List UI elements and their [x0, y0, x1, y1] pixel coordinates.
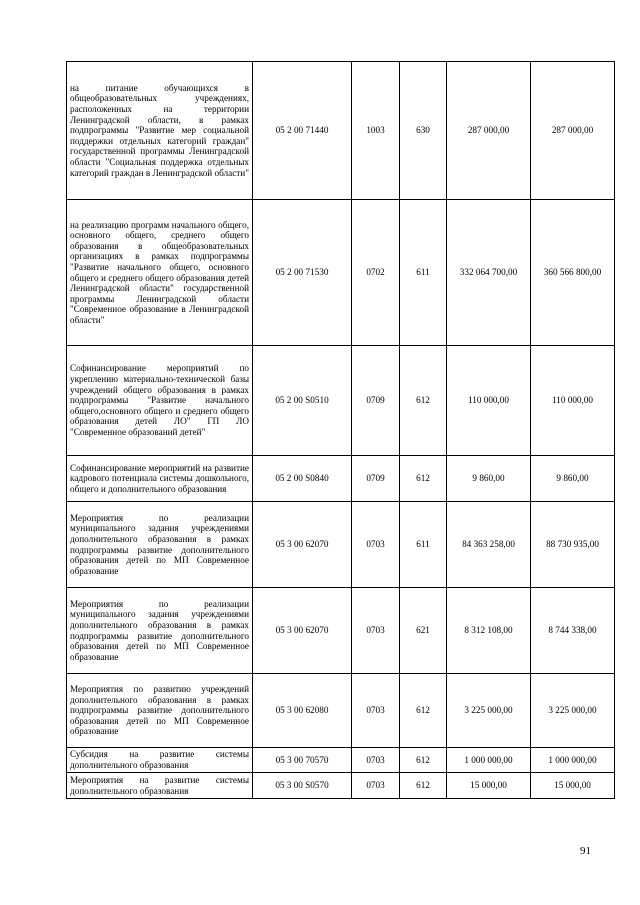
table-row	[67, 773, 615, 799]
row-type: 612	[400, 748, 447, 773]
row-description: Мероприятия по реализации муниципального задания учреждениями дополнительного образования в рамках подпрограммы развитие дополнительного образования детей по МП Современное образование	[67, 588, 253, 674]
row-type: 611	[400, 502, 447, 588]
row-amount-year2: 15 000,00	[531, 773, 615, 799]
row-amount-year2: 1 000 000,00	[531, 748, 615, 773]
row-code: 05 3 00 70570	[253, 748, 352, 773]
row-section: 0709	[352, 346, 400, 456]
row-description: Мероприятия на развитие системы дополнительного образования	[67, 773, 253, 799]
row-amount-year1: 287 000,00	[447, 62, 531, 200]
row-amount-year2: 110 000,00	[531, 346, 615, 456]
row-amount-year2: 287 000,00	[531, 62, 615, 200]
row-type: 621	[400, 588, 447, 674]
row-amount-year1: 9 860,00	[447, 456, 531, 502]
row-type: 612	[400, 346, 447, 456]
row-code: 05 2 00 71440	[253, 62, 352, 200]
row-description: на питание обучающихся в общеобразовательных учреждениях, расположенных на территории Ленинградской области, в рамках подпрограммы "Развитие мер социальной поддержки отдельных категорий граждан" государственной программы Ленинградской области "Социальная поддержка отдельных категорий граждан в Ленинградской области"	[67, 62, 253, 200]
row-amount-year1: 84 363 258,00	[447, 502, 531, 588]
row-code: 05 2 00 S0840	[253, 456, 352, 502]
row-code: 05 3 00 S0570	[253, 773, 352, 799]
row-section: 0703	[352, 748, 400, 773]
row-type: 611	[400, 200, 447, 346]
row-code: 05 2 00 71530	[253, 200, 352, 346]
row-type: 612	[400, 674, 447, 748]
table-row	[67, 456, 615, 502]
budget-table	[66, 61, 615, 799]
row-description: Субсидия на развитие системы дополнительного образования	[67, 748, 253, 773]
row-amount-year2: 8 744 338,00	[531, 588, 615, 674]
row-section: 0703	[352, 588, 400, 674]
table-row	[67, 502, 615, 588]
row-amount-year1: 1 000 000,00	[447, 748, 531, 773]
row-description: Софинансирование мероприятий на развитие кадрового потенциала системы дошкольного, общего и дополнительного образования	[67, 456, 253, 502]
row-section: 0703	[352, 773, 400, 799]
row-amount-year1: 8 312 108,00	[447, 588, 531, 674]
row-code: 05 3 00 62070	[253, 502, 352, 588]
row-code: 05 3 00 62070	[253, 588, 352, 674]
row-code: 05 2 00 S0510	[253, 346, 352, 456]
row-amount-year2: 360 566 800,00	[531, 200, 615, 346]
row-amount-year1: 3 225 000,00	[447, 674, 531, 748]
row-type: 612	[400, 773, 447, 799]
row-section: 1003	[352, 62, 400, 200]
table-row	[67, 200, 615, 346]
row-amount-year1: 15 000,00	[447, 773, 531, 799]
row-amount-year1: 332 064 700,00	[447, 200, 531, 346]
row-description: Мероприятия по реализации муниципального задания учреждениями дополнительного образования в рамках подпрограммы развитие дополнительного образования детей по МП Современное образование	[67, 502, 253, 588]
row-amount-year2: 88 730 935,00	[531, 502, 615, 588]
row-section: 0702	[352, 200, 400, 346]
table-body	[67, 62, 615, 799]
row-description: на реализацию программ начального общего, основного общего, среднего общего образования в общеобразовательных организациях в рамках подпрограммы "Развитие начального общего, основного общего и среднего общего образования детей Ленинградской области" государственной программы Ленинградской области "Современное образование в Ленинградской области"	[67, 200, 253, 346]
row-section: 0703	[352, 502, 400, 588]
row-amount-year1: 110 000,00	[447, 346, 531, 456]
table-row	[67, 346, 615, 456]
row-type: 612	[400, 456, 447, 502]
table-row	[67, 674, 615, 748]
table-row	[67, 748, 615, 773]
table-row	[67, 588, 615, 674]
row-code: 05 3 00 62080	[253, 674, 352, 748]
row-amount-year2: 9 860,00	[531, 456, 615, 502]
row-description: Мероприятия по развитию учреждений дополнительного образования в рамках подпрограммы развитие дополнительного образования детей по МП Современное образование	[67, 674, 253, 748]
row-section: 0703	[352, 674, 400, 748]
table-row	[67, 62, 615, 200]
row-section: 0709	[352, 456, 400, 502]
row-description: Софинансирование мероприятий по укреплению материально-технической базы учреждений общего образования в рамках подпрограммы "Развитие начального общего,основного общего и среднего общего образования детей ЛО" ГП ЛО "Современное образований детей"	[67, 346, 253, 456]
row-amount-year2: 3 225 000,00	[531, 674, 615, 748]
row-type: 630	[400, 62, 447, 200]
page-number: 91	[580, 845, 591, 857]
